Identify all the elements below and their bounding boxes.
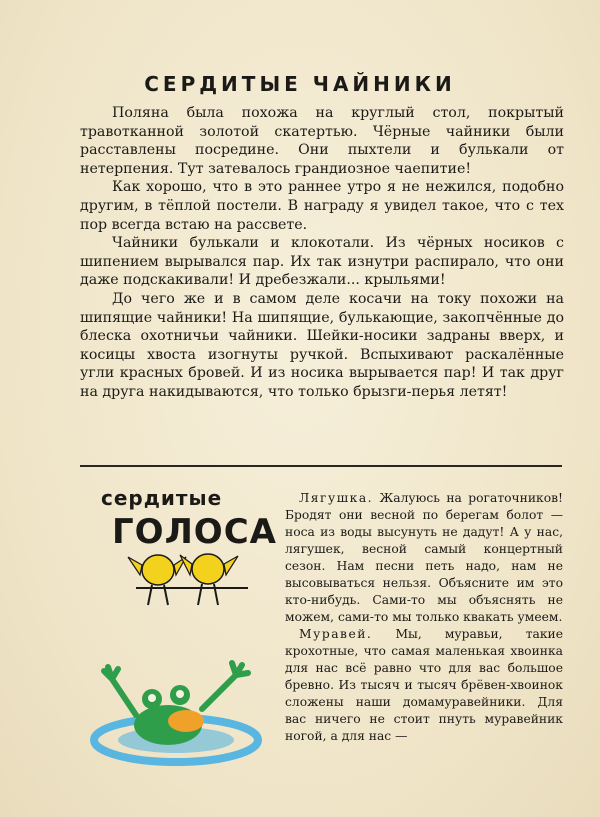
bird-left-illustration xyxy=(128,555,186,605)
dialog-speaker: Муравей. xyxy=(299,627,373,641)
story-paragraph: Поляна была похожа на круглый стол, покрытый травотканной золотой скатертью. Чёрные чайники были расставлены посредине. Они пыхтели и булькали от нетерпения. Тут затевалось грандиозное чаепитие! xyxy=(80,105,564,177)
page-title: СЕРДИТЫЕ ЧАЙНИКИ xyxy=(144,72,456,96)
dialog-entry xyxy=(285,490,563,626)
dialog-entry xyxy=(285,626,563,745)
story-text xyxy=(80,104,564,402)
dialog-line: Жалуюсь на рогаточников! Бродят они весной по берегам болот — носа из воды высунуть не дадут! А у нас, лягушек, весной самый концертный сезон. Нам песни петь надо, нам не высовываться нельзя. Объясните им это кто-нибудь. Сами-то мы объяснять не можем, сами-то мы только квакать умеем. xyxy=(285,491,563,624)
dialog-line: Мы, муравьи, такие крохотные, что самая маленькая хвоинка для нас всё равно что для вас большое бревно. Из тысяч и тысяч брёвен-хвоинок сложены наши домамуравейники. Для вас ничего не стоит пнуть муравейник ногой, а для нас — xyxy=(285,627,563,743)
section-logo-line2: ГОЛОСА xyxy=(112,512,277,552)
dialog-text xyxy=(285,490,563,745)
bird-right-illustration xyxy=(180,554,238,605)
story-paragraph: Как хорошо, что в это раннее утро я не нежился, подобно другим, в тёплой постели. В награду я увидел такое, что с тех пор всегда встаю на рассвете. xyxy=(80,179,564,233)
frog-illustration xyxy=(104,663,248,745)
story-paragraph: До чего же и в самом деле косачи на току похожи на шипящие чайники! На шипящие, булькающие, закопчённые до блеска охотничьи чайники. Шейки-носики задраны вверх, и косицы хвоста изогнуты ручкой. Вспыхивают раскалённые угли красных бровей. И из носика вырывается пар! И так друг на друга накидываются, что только брызги-перья летят! xyxy=(80,290,564,400)
section-divider xyxy=(80,465,562,467)
story-paragraph: Чайники булькали и клокотали. Из чёрных носиков с шипением вырывался пар. Их так изнутри распирало, что они даже подскакивали! И дребезжали... крыльями! xyxy=(80,235,564,289)
dialog-speaker: Лягушка. xyxy=(299,491,374,505)
section-logo-line1: сердитые xyxy=(101,486,223,510)
